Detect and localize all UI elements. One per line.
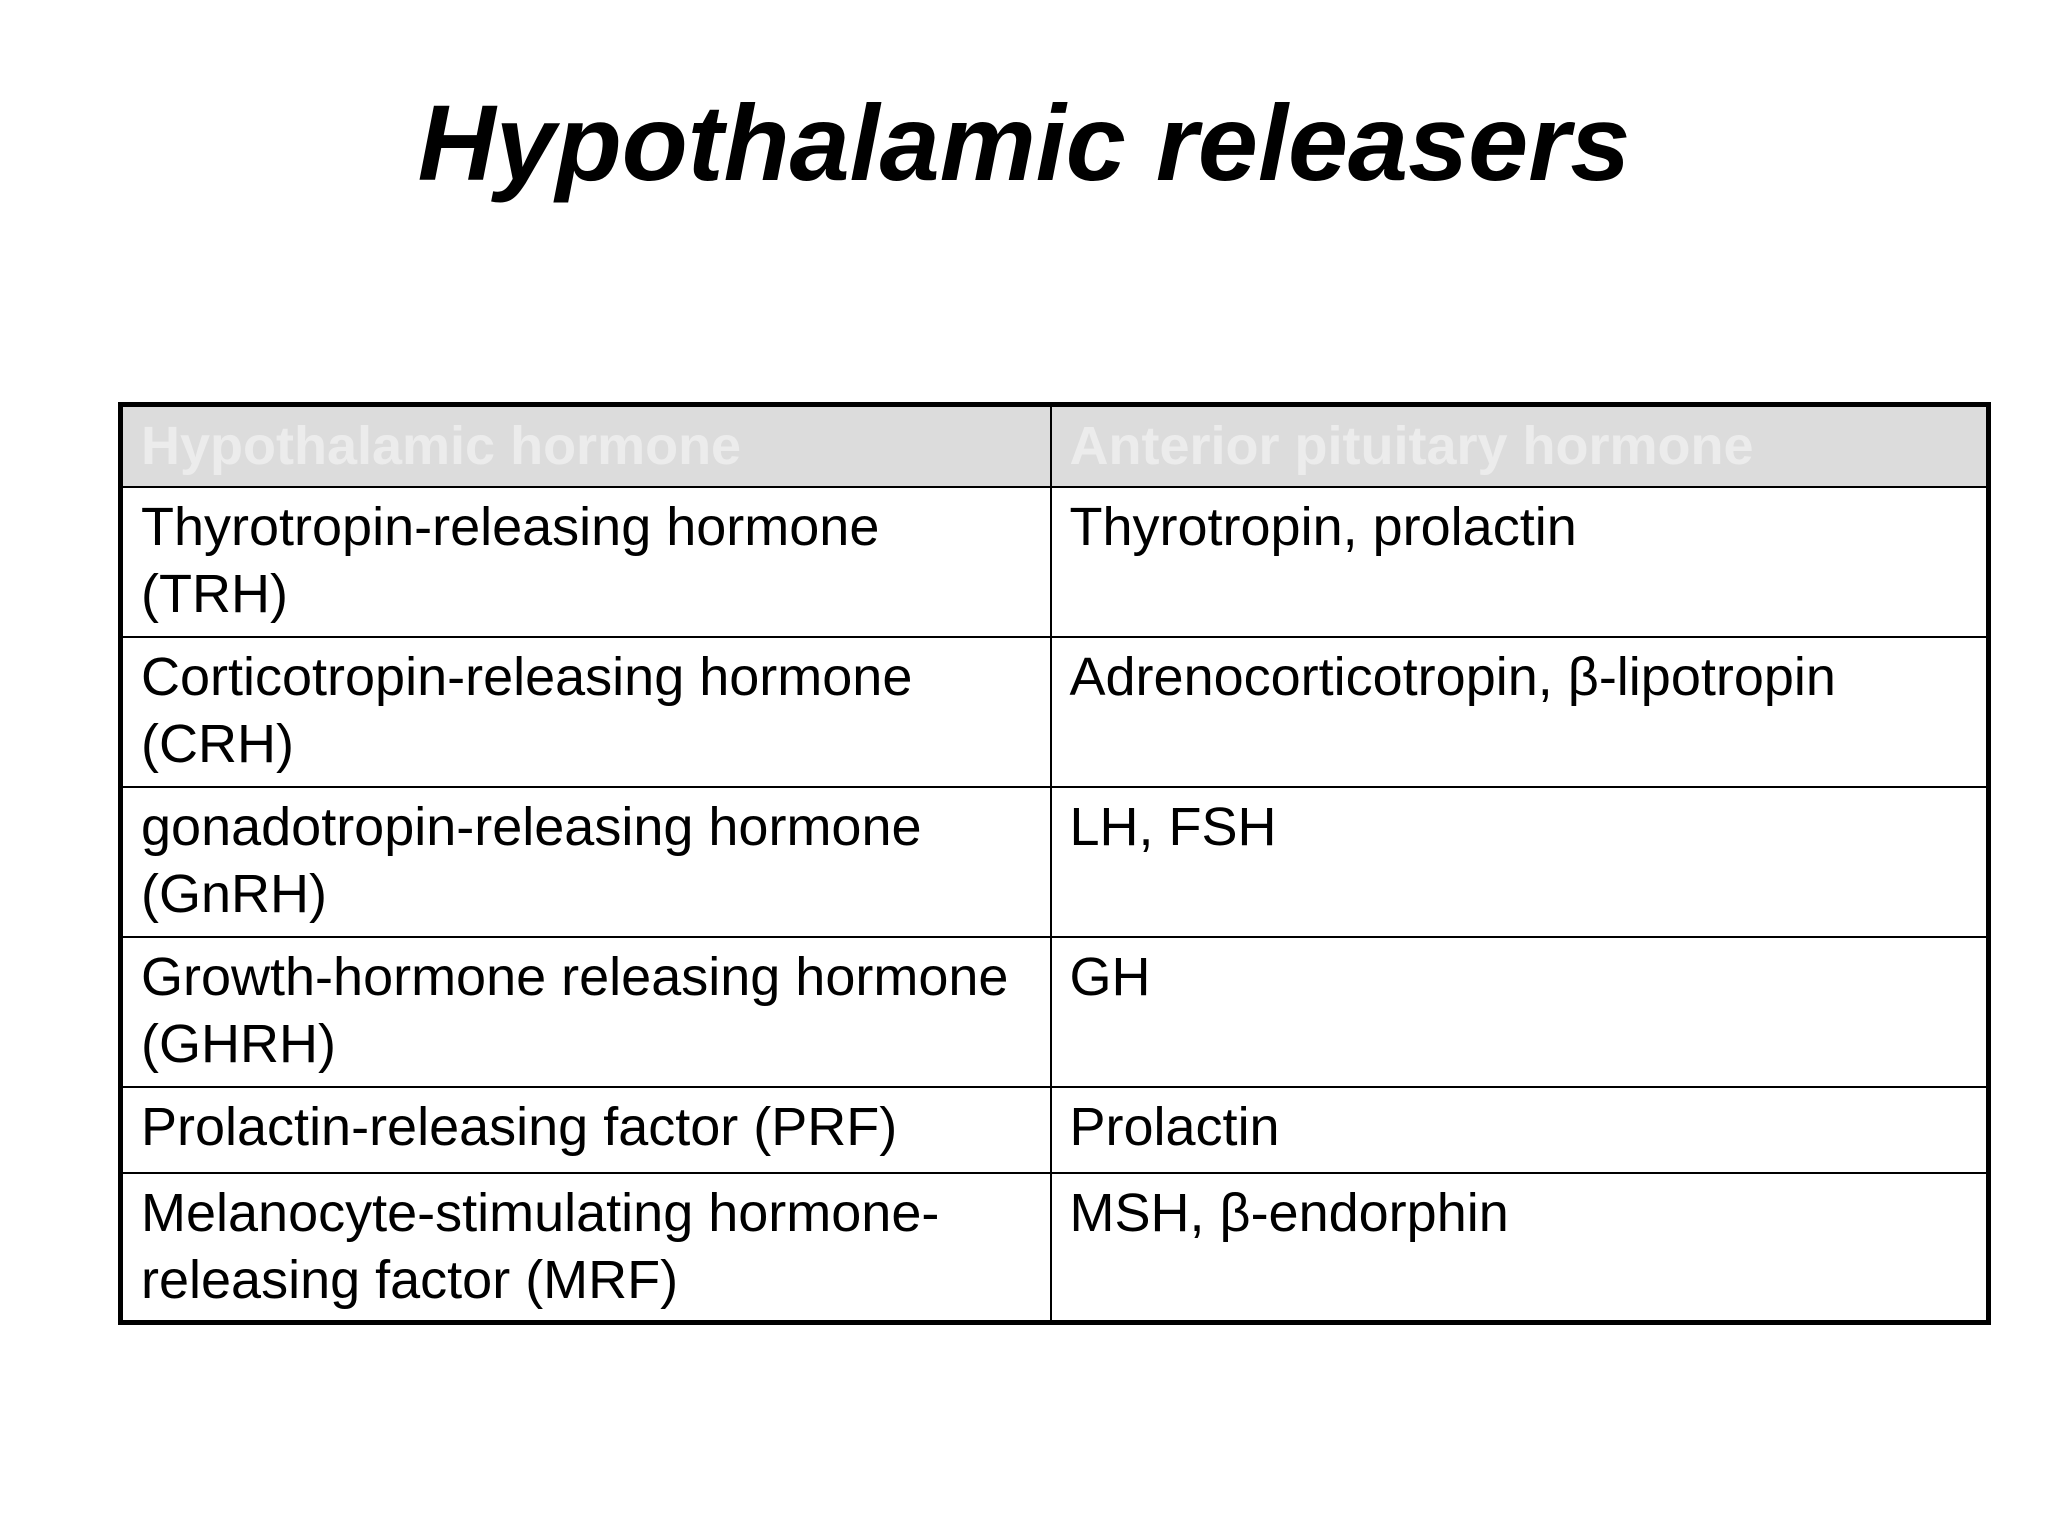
- slide-title: Hypothalamic releasers: [417, 82, 1631, 203]
- pituitary-hormone-cell: Prolactin: [1051, 1087, 1989, 1173]
- table-header-row: [121, 405, 1989, 487]
- table-row: [121, 1173, 1989, 1323]
- pituitary-hormone-cell: MSH, β-endorphin: [1051, 1173, 1989, 1323]
- pituitary-hormone-cell: Thyrotropin, prolactin: [1051, 487, 1989, 637]
- hypothalamic-hormone-cell: gonadotropin-releasing hormone (GnRH): [121, 787, 1051, 937]
- hypothalamic-hormone-cell: Growth-hormone releasing hormone (GHRH): [121, 937, 1051, 1087]
- hormone-table: [118, 402, 1991, 1325]
- pituitary-hormone-cell: LH, FSH: [1051, 787, 1989, 937]
- table-row: [121, 1087, 1989, 1173]
- hypothalamic-hormone-cell: Prolactin-releasing factor (PRF): [121, 1087, 1051, 1173]
- table-row: [121, 787, 1989, 937]
- table-row: [121, 487, 1989, 637]
- hormone-table-container: [118, 402, 1986, 1325]
- table-row: [121, 937, 1989, 1087]
- header-hypothalamic-hormone: Hypothalamic hormone: [121, 405, 1051, 487]
- hypothalamic-hormone-cell: Corticotropin-releasing hormone (CRH): [121, 637, 1051, 787]
- table-row: [121, 637, 1989, 787]
- header-anterior-pituitary-hormone: Anterior pituitary hormone: [1051, 405, 1989, 487]
- hypothalamic-hormone-cell: Melanocyte-stimulating hormone-releasing factor (MRF): [121, 1173, 1051, 1323]
- pituitary-hormone-cell: GH: [1051, 937, 1989, 1087]
- pituitary-hormone-cell: Adrenocorticotropin, β-lipotropin: [1051, 637, 1989, 787]
- hypothalamic-hormone-cell: Thyrotropin-releasing hormone (TRH): [121, 487, 1051, 637]
